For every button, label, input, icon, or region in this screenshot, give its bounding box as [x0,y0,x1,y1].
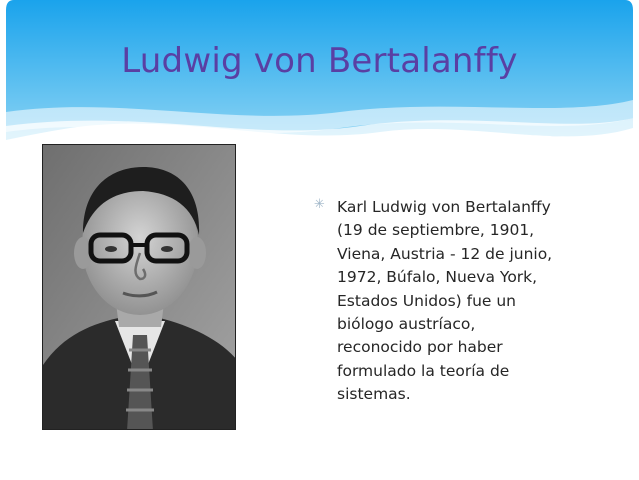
portrait-image [43,145,236,430]
portrait-photo [42,144,236,430]
bullet-text: Karl Ludwig von Bertalanffy (19 de septiembre, 1901, Viena, Austria - 12 de junio, 1972, Búfalo, Nueva York, Estados Unidos) fue un biólogo austríaco, reconocido por haber formulado la teoría de sistemas. [337,198,553,404]
bullet-star-icon: ✳ [314,197,325,212]
slide-title: Ludwig von Bertalanffy [121,41,518,81]
